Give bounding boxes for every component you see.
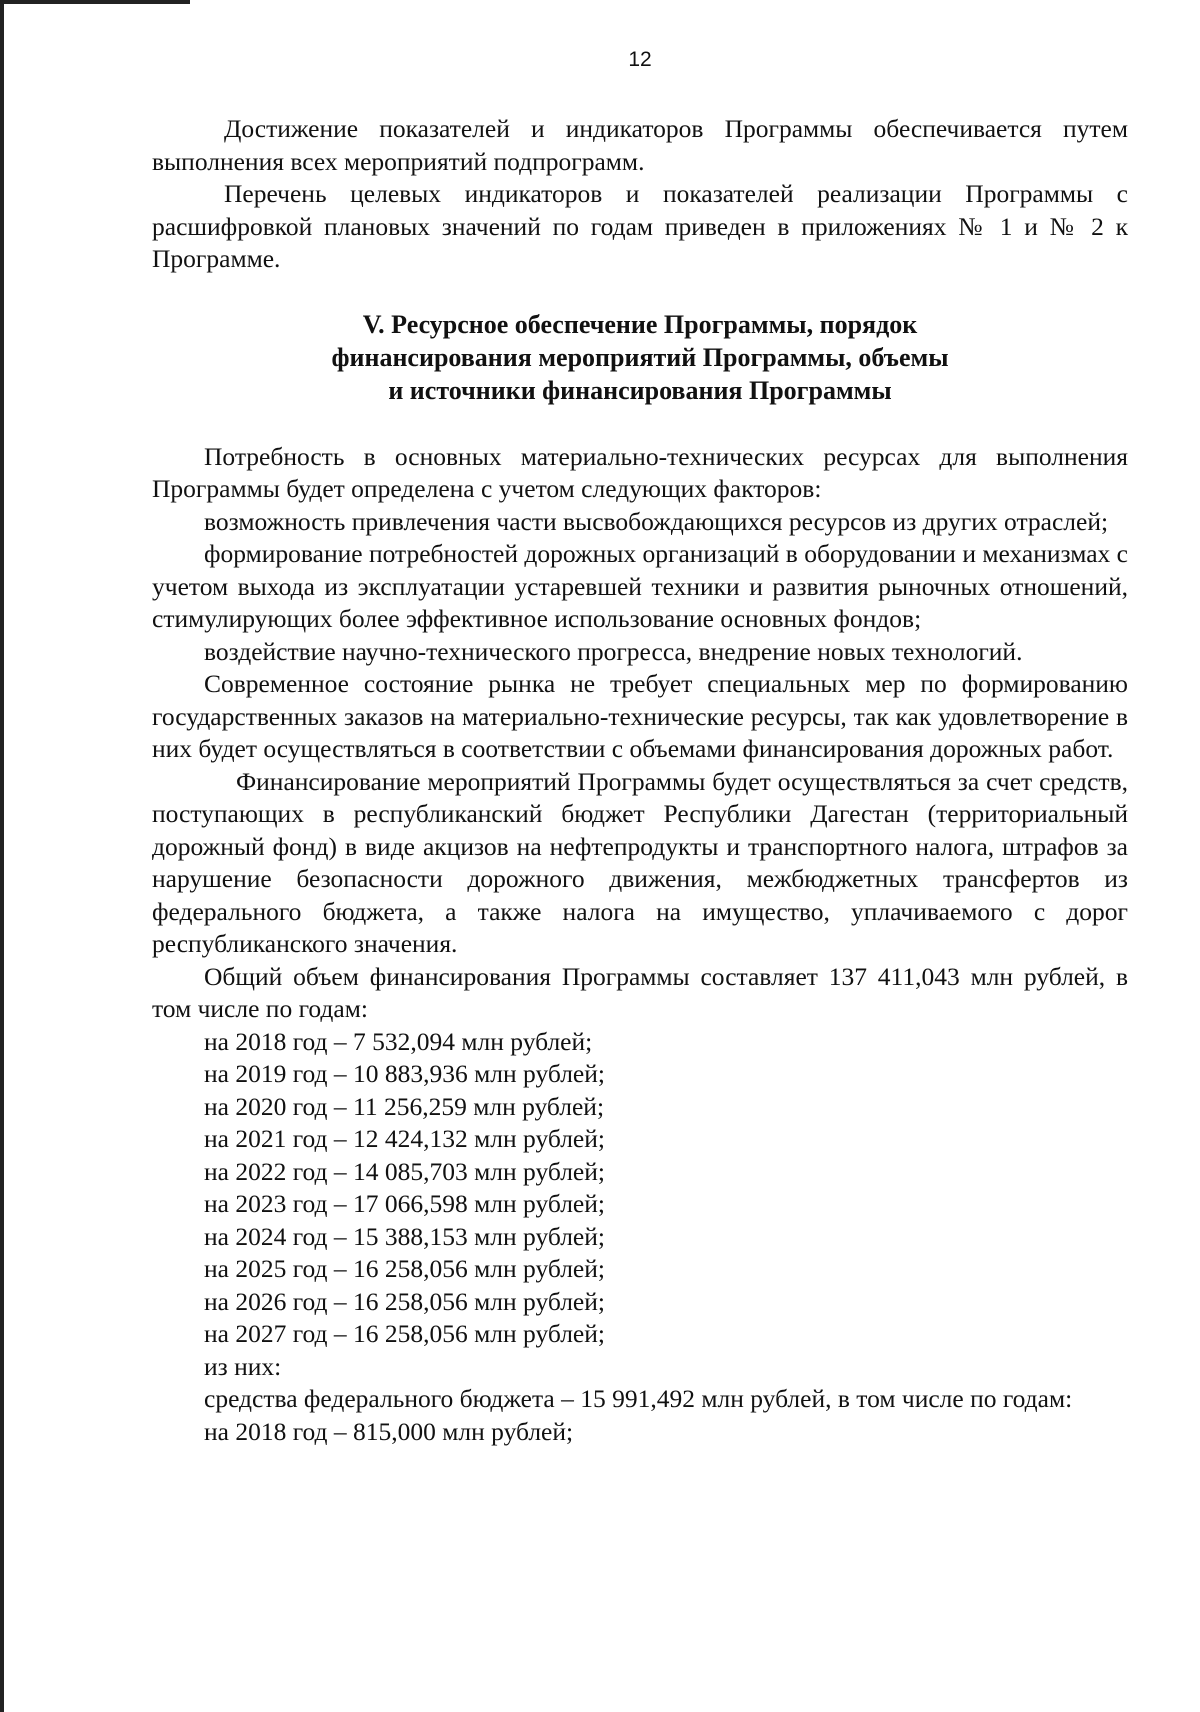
paragraph-total-funding: Общий объем финансирования Программы составляет 137 411,043 млн рублей, в том числе по годам: [152, 961, 1128, 1023]
of-which-label: из них: [204, 1351, 282, 1381]
paragraph-market-state: Современное состояние рынка не требует специальных мер по формированию государственных заказов на материально-технические ресурсы, так как удовлетворение в них будет осуществляться в соответствии с объемами финансирования дорожных работ. [152, 669, 1128, 763]
scan-edge-top [0, 0, 190, 4]
section-heading-line-3: и источники финансирования Программы [388, 375, 892, 405]
paragraph-factor-progress: воздействие научно-технического прогресса, внедрение новых технологий. [204, 636, 1023, 666]
page-number: 12 [628, 48, 652, 71]
list-item: на 2024 год – 15 388,153 млн рублей; [204, 1221, 605, 1251]
paragraph-factor-equipment: формирование потребностей дорожных организаций в оборудовании и механизмах с учетом выхода из эксплуатации устаревшей техники и развития рыночных отношений, стимулирующих более эффективное использование основных фондов; [152, 539, 1128, 633]
section-heading-line-1: V. Ресурсное обеспечение Программы, порядок [362, 309, 918, 339]
list-item: на 2019 год – 10 883,936 млн рублей; [204, 1059, 605, 1088]
paragraph-factor-resources: возможность привлечения части высвобождающихся ресурсов из других отраслей; [204, 506, 1109, 536]
paragraph-federal-funding: средства федерального бюджета – 15 991,492 млн рублей, в том числе по годам: [204, 1384, 1073, 1413]
list-item: на 2020 год – 11 256,259 млн рублей; [204, 1091, 605, 1121]
list-item: на 2018 год – 7 532,094 млн рублей; [204, 1026, 593, 1056]
list-item: на 2025 год – 16 258,056 млн рублей; [204, 1254, 605, 1283]
list-item: на 2018 год – 815,000 млн рублей; [204, 1416, 574, 1446]
scan-edge-left [0, 0, 4, 1712]
paragraph-indicators-list: Перечень целевых индикаторов и показателей реализации Программы с расшифровкой плановых значений по годам приведен в приложениях № 1 и № 2 к Программе. [152, 179, 1128, 273]
document-body [152, 113, 1128, 1448]
list-item: на 2023 год – 17 066,598 млн рублей; [204, 1189, 605, 1218]
federal-by-year-list [152, 1416, 1128, 1449]
list-item: на 2027 год – 16 258,056 млн рублей; [204, 1319, 605, 1348]
section-heading [152, 308, 1128, 407]
funding-by-year-list [152, 1026, 1128, 1351]
paragraph-resource-needs: Потребность в основных материально-технических ресурсах для выполнения Программы будет определена с учетом следующих факторов: [152, 441, 1128, 503]
paragraph-indicators-achievement: Достижение показателей и индикаторов Программы обеспечивается путем выполнения всех мероприятий подпрограмм. [152, 114, 1128, 176]
list-item: на 2022 год – 14 085,703 млн рублей; [204, 1156, 605, 1186]
paragraph-financing-sources: Финансирование мероприятий Программы будет осуществляться за счет средств, поступающих в республиканский бюджет Республики Дагестан (территориальный дорожный фонд) в виде акцизов на нефтепродукты и транспортного налога, штрафов за нарушение безопасности дорожного движения, межбюджетных трансфертов из федерального бюджета, а также налога на имущество, уплачиваемого с дорог республиканского значения. [152, 766, 1128, 958]
list-item: на 2026 год – 16 258,056 млн рублей; [204, 1286, 605, 1316]
list-item: на 2021 год – 12 424,132 млн рублей; [204, 1124, 605, 1153]
section-heading-line-2: финансирования мероприятий Программы, объемы [331, 342, 949, 372]
